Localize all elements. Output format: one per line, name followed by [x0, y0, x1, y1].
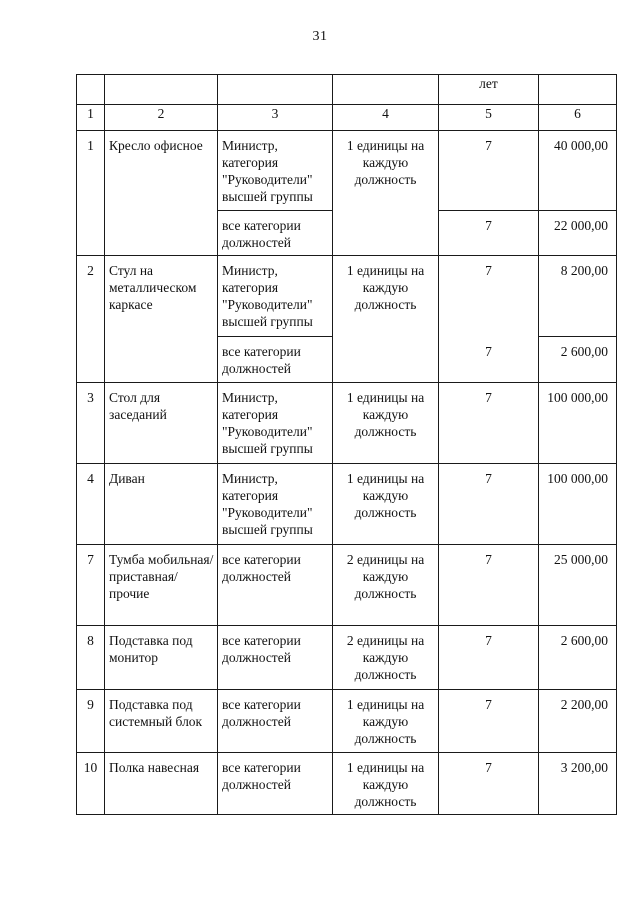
position-category: все категории должностей: [218, 211, 333, 256]
row-number: 9: [77, 690, 105, 753]
item-price: 3 200,00: [539, 753, 617, 815]
item-price: 2 600,00: [539, 337, 617, 383]
service-term: 7: [439, 211, 539, 256]
position-category: Министр, категория "Руководители" высшей группы: [218, 131, 333, 211]
table-row: [77, 690, 617, 753]
item-quantity: 2 единицы на каждую должность: [333, 626, 439, 690]
item-quantity: 1 единицы на каждую должность: [333, 131, 439, 256]
item-price: 100 000,00: [539, 464, 617, 545]
item-name: Подставка под монитор: [105, 626, 218, 690]
item-name: Кресло офисное: [105, 131, 218, 256]
top-cell-5: лет: [439, 75, 539, 105]
top-cell-1: [77, 75, 105, 105]
row-number: 3: [77, 383, 105, 464]
item-quantity: 2 единицы на каждую должность: [333, 545, 439, 626]
item-name: Стол для заседаний: [105, 383, 218, 464]
item-name: Диван: [105, 464, 218, 545]
row-number: 7: [77, 545, 105, 626]
item-quantity: 1 единицы на каждую должность: [333, 383, 439, 464]
position-category: все категории должностей: [218, 626, 333, 690]
service-term: 7: [439, 131, 539, 211]
item-price: 8 200,00: [539, 256, 617, 337]
item-quantity: 1 единицы на каждую должность: [333, 256, 439, 383]
row-number: 2: [77, 256, 105, 383]
position-category: все категории должностей: [218, 337, 333, 383]
col-number-2: 2: [105, 105, 218, 131]
service-term: 7: [439, 337, 539, 383]
col-number-5: 5: [439, 105, 539, 131]
col-number-1: 1: [77, 105, 105, 131]
item-price: 22 000,00: [539, 211, 617, 256]
item-quantity: 1 единицы на каждую должность: [333, 464, 439, 545]
item-price: 25 000,00: [539, 545, 617, 626]
table-row: [77, 131, 617, 211]
norms-table: [76, 74, 617, 815]
table-row: [77, 626, 617, 690]
row-number: 8: [77, 626, 105, 690]
service-term: 7: [439, 690, 539, 753]
item-price: 100 000,00: [539, 383, 617, 464]
service-term: 7: [439, 383, 539, 464]
col-number-6: 6: [539, 105, 617, 131]
item-quantity: 1 единицы на каждую должность: [333, 690, 439, 753]
position-category: все категории должностей: [218, 545, 333, 626]
service-term: 7: [439, 256, 539, 337]
service-term: 7: [439, 464, 539, 545]
row-number: 1: [77, 131, 105, 256]
position-category: все категории должностей: [218, 690, 333, 753]
item-name: Тумба мобильная/ приставная/ прочие: [105, 545, 218, 626]
row-number: 10: [77, 753, 105, 815]
service-term: 7: [439, 626, 539, 690]
position-category: Министр, категория "Руководители" высшей группы: [218, 464, 333, 545]
table-row: [77, 256, 617, 337]
table-row: [77, 383, 617, 464]
table-top-row: [77, 75, 617, 105]
page-number: 31: [312, 29, 328, 44]
table-row: [77, 464, 617, 545]
top-cell-6: [539, 75, 617, 105]
item-price: 2 200,00: [539, 690, 617, 753]
item-quantity: 1 единицы на каждую должность: [333, 753, 439, 815]
position-category: Министр, категория "Руководители" высшей группы: [218, 383, 333, 464]
service-term: 7: [439, 753, 539, 815]
service-term: 7: [439, 545, 539, 626]
item-name: Подставка под системный блок: [105, 690, 218, 753]
table-row: [77, 545, 617, 626]
column-numbers-row: [77, 105, 617, 131]
item-price: 40 000,00: [539, 131, 617, 211]
table-row: [77, 753, 617, 815]
top-cell-3: [218, 75, 333, 105]
top-cell-4: [333, 75, 439, 105]
item-name: Полка навесная: [105, 753, 218, 815]
row-number: 4: [77, 464, 105, 545]
position-category: Министр, категория "Руководители" высшей группы: [218, 256, 333, 337]
item-price: 2 600,00: [539, 626, 617, 690]
position-category: все категории должностей: [218, 753, 333, 815]
col-number-3: 3: [218, 105, 333, 131]
item-name: Стул на металлическом каркасе: [105, 256, 218, 383]
col-number-4: 4: [333, 105, 439, 131]
top-cell-2: [105, 75, 218, 105]
